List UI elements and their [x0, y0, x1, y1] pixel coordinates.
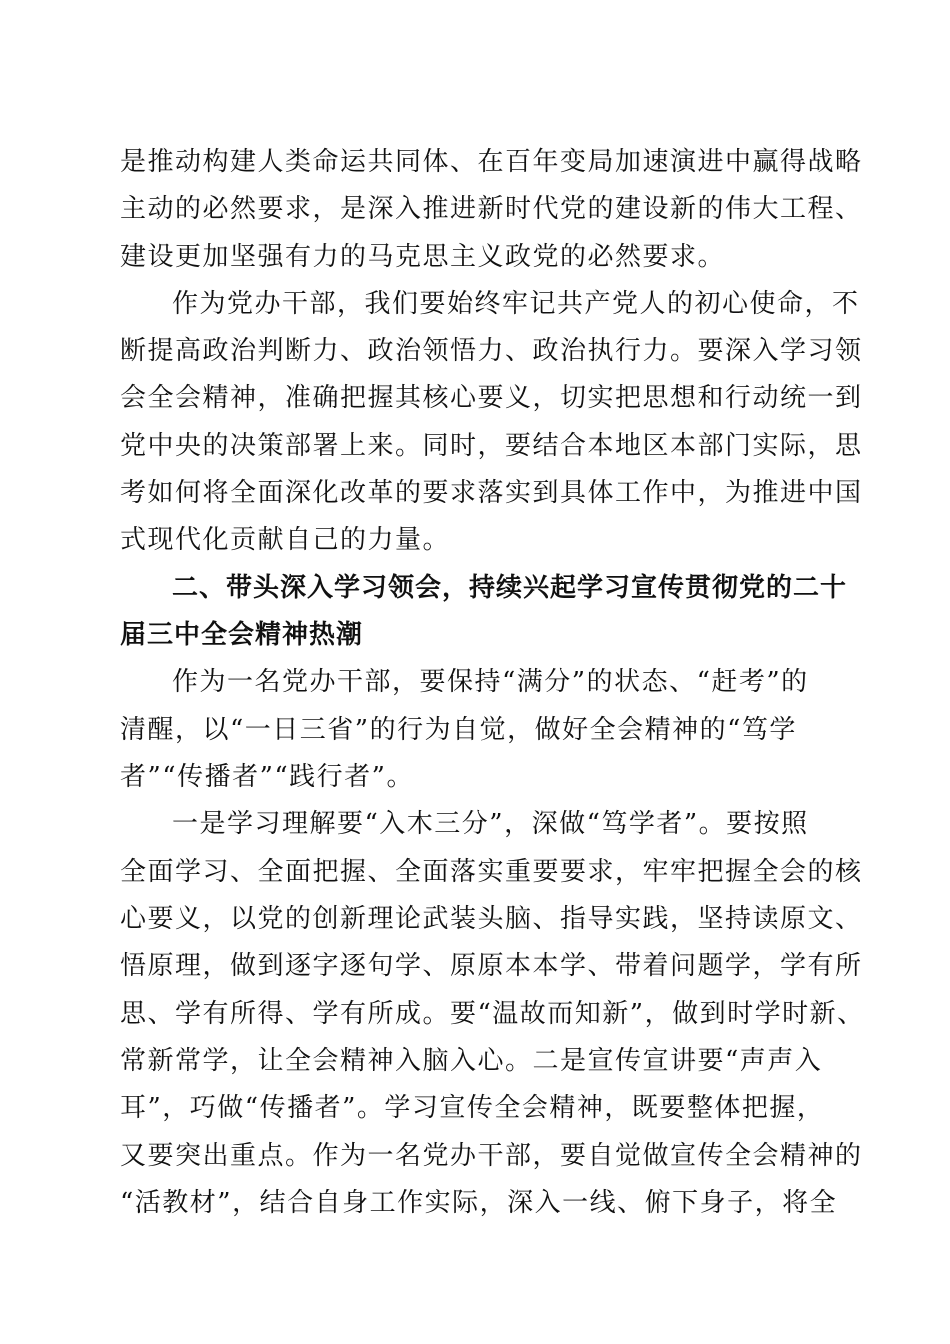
text-line: 是推动构建人类命运共同体、在百年变局加速演进中赢得战略: [120, 147, 863, 177]
text-line: 者”“传播者”“践行者”。: [120, 762, 414, 792]
text-line: 考如何将全面深化改革的要求落实到具体工作中，为推进中国: [120, 478, 863, 508]
paragraph-start-line: 一是学习理解要“入木三分”，深做“笃学者”。要按照: [172, 809, 809, 839]
text-line: 耳”，巧做“传播者”。学习宣传全会精神，既要整体把握，: [120, 1093, 825, 1123]
text-line: 思、学有所得、学有所成。要“温故而知新”，做到时学时新、: [120, 999, 865, 1029]
text-line: 断提高政治判断力、政治领悟力、政治执行力。要深入学习领: [120, 336, 863, 366]
text-line: 党中央的决策部署上来。同时，要结合本地区本部门实际，思: [120, 431, 863, 461]
text-line: 又要突出重点。作为一名党办干部，要自觉做宣传全会精神的: [120, 1141, 863, 1171]
paragraph-start-line: 作为一名党办干部，要保持“满分”的状态、“赶考”的: [172, 667, 809, 697]
text-line: 式现代化贡献自己的力量。: [120, 525, 451, 555]
text-line: 主动的必然要求，是深入推进新时代党的建设新的伟大工程、: [120, 194, 863, 224]
paragraph-start-line: 作为党办干部，我们要始终牢记共产党人的初心使命，不: [172, 289, 860, 319]
text-line: 清醒，以“一日三省”的行为自觉，做好全会精神的“笃学: [120, 715, 797, 745]
text-line: 悟原理，做到逐字逐句学、原原本本学、带着问题学，学有所: [120, 951, 863, 981]
text-line: 心要义，以党的创新理论武装头脑、指导实践，坚持读原文、: [120, 904, 863, 934]
text-line: 全面学习、全面把握、全面落实重要要求，牢牢把握全会的核: [120, 857, 863, 887]
section-heading-line: 二、带头深入学习领会，持续兴起学习宣传贯彻党的二十: [172, 573, 848, 603]
text-line: 会全会精神，准确把握其核心要义，切实把思想和行动统一到: [120, 383, 863, 413]
text-line: “活教材”，结合自身工作实际，深入一线、俯下身子，将全: [120, 1188, 838, 1218]
text-line: 常新常学，让全会精神入脑入心。二是宣传宣讲要“声声入: [120, 1046, 823, 1076]
section-heading-line: 届三中全会精神热潮: [120, 620, 364, 650]
text-line: 建设更加坚强有力的马克思主义政党的必然要求。: [120, 242, 726, 272]
